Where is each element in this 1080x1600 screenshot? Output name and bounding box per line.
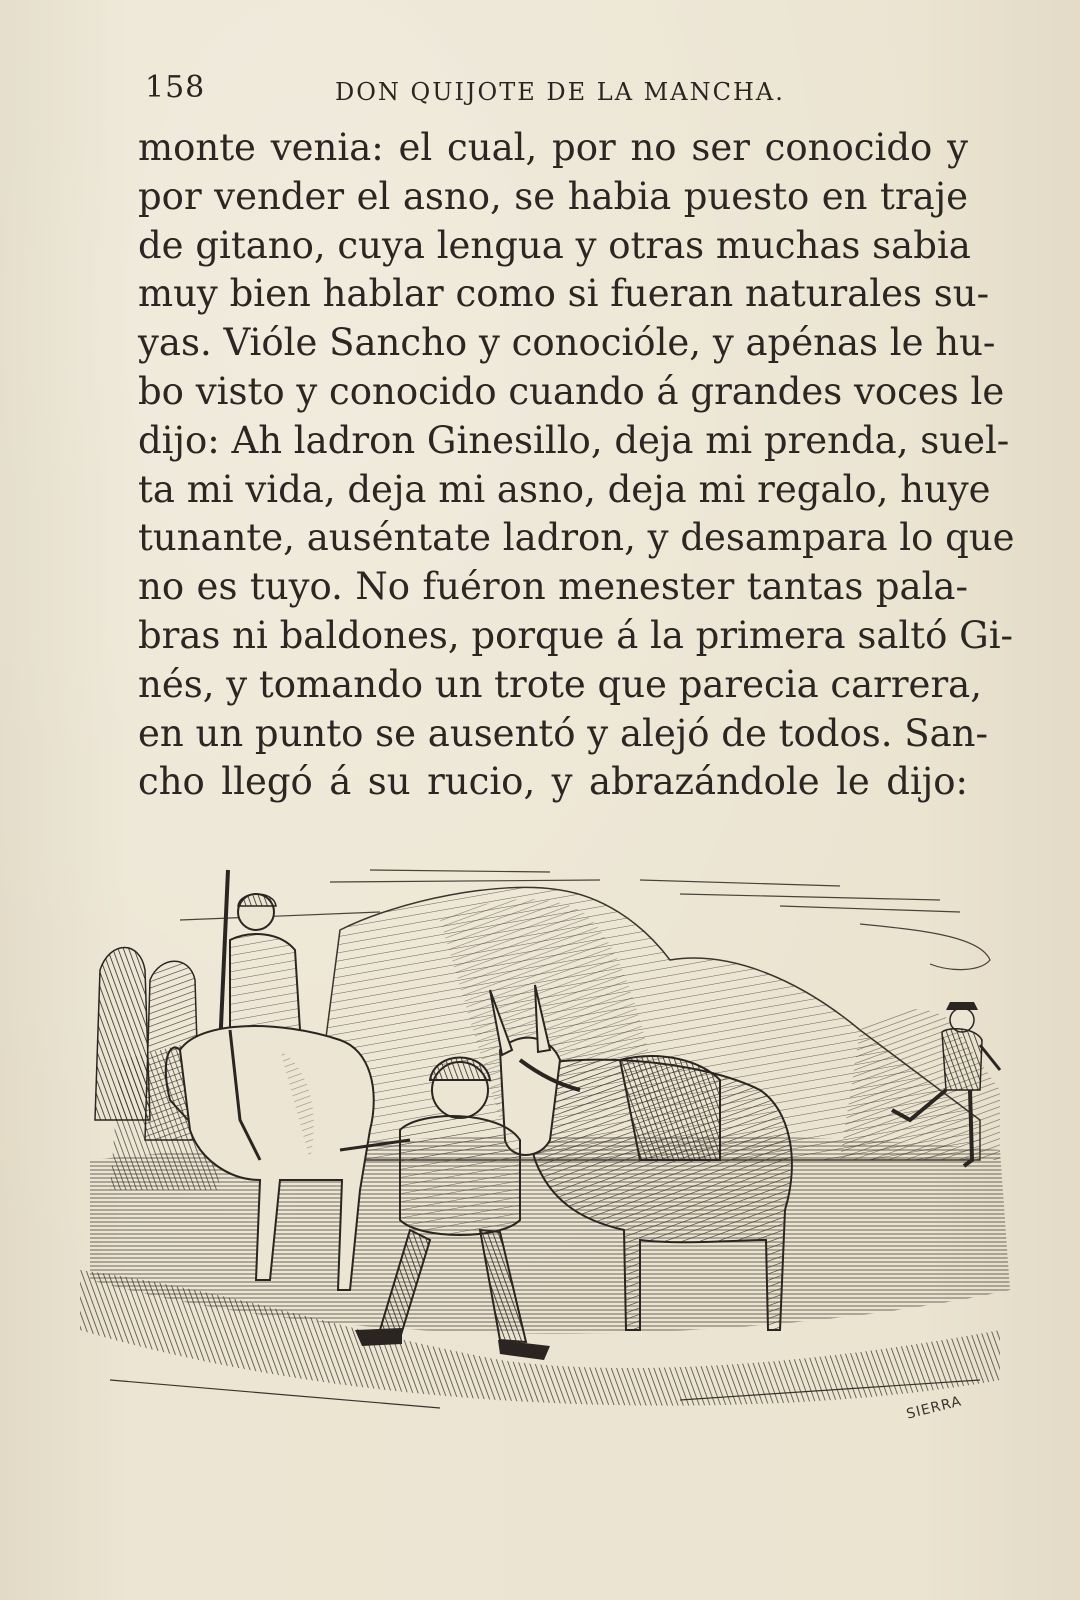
engraving-illustration bbox=[80, 860, 1010, 1430]
text-line: muy bien hablar como si fueran naturales su- bbox=[138, 272, 990, 316]
text-line: ta mi vida, deja mi asno, deja mi regalo, huye bbox=[138, 467, 991, 511]
text-line: bo visto y conocido cuando á grandes voces le bbox=[138, 369, 1005, 413]
text-line: en un punto se ausentó y alejó de todos. San- bbox=[138, 711, 988, 755]
text-line: dijo: Ah ladron Ginesillo, deja mi prenda, suel- bbox=[138, 418, 1010, 462]
engraver-signature: SIERRA bbox=[904, 1393, 964, 1423]
text-line: tunante, auséntate ladron, y desampara lo que bbox=[138, 516, 1015, 560]
text-line: por vender el asno, se habia puesto en traje bbox=[138, 174, 968, 218]
text-line: monte venia: el cual, por no ser conocido y bbox=[138, 126, 968, 169]
text-line: no es tuyo. No fuéron menester tantas pala- bbox=[138, 565, 968, 609]
text-line: de gitano, cuya lengua y otras muchas sabia bbox=[138, 223, 971, 267]
body-text bbox=[138, 124, 1015, 807]
text-line: bras ni baldones, porque á la primera saltó Gi- bbox=[138, 613, 1014, 657]
text-line: yas. Vióle Sancho y conocióle, y apénas le hu- bbox=[138, 321, 996, 365]
engraving-svg bbox=[80, 860, 1010, 1430]
running-title: DON QUIJOTE DE LA MANCHA. bbox=[335, 78, 785, 106]
text-line: cho llegó á su rucio, y abrazándole le dijo: bbox=[138, 760, 968, 804]
text-line: nés, y tomando un trote que parecia carrera, bbox=[138, 662, 982, 706]
page-header bbox=[145, 70, 965, 110]
page-number: 158 bbox=[145, 70, 206, 105]
